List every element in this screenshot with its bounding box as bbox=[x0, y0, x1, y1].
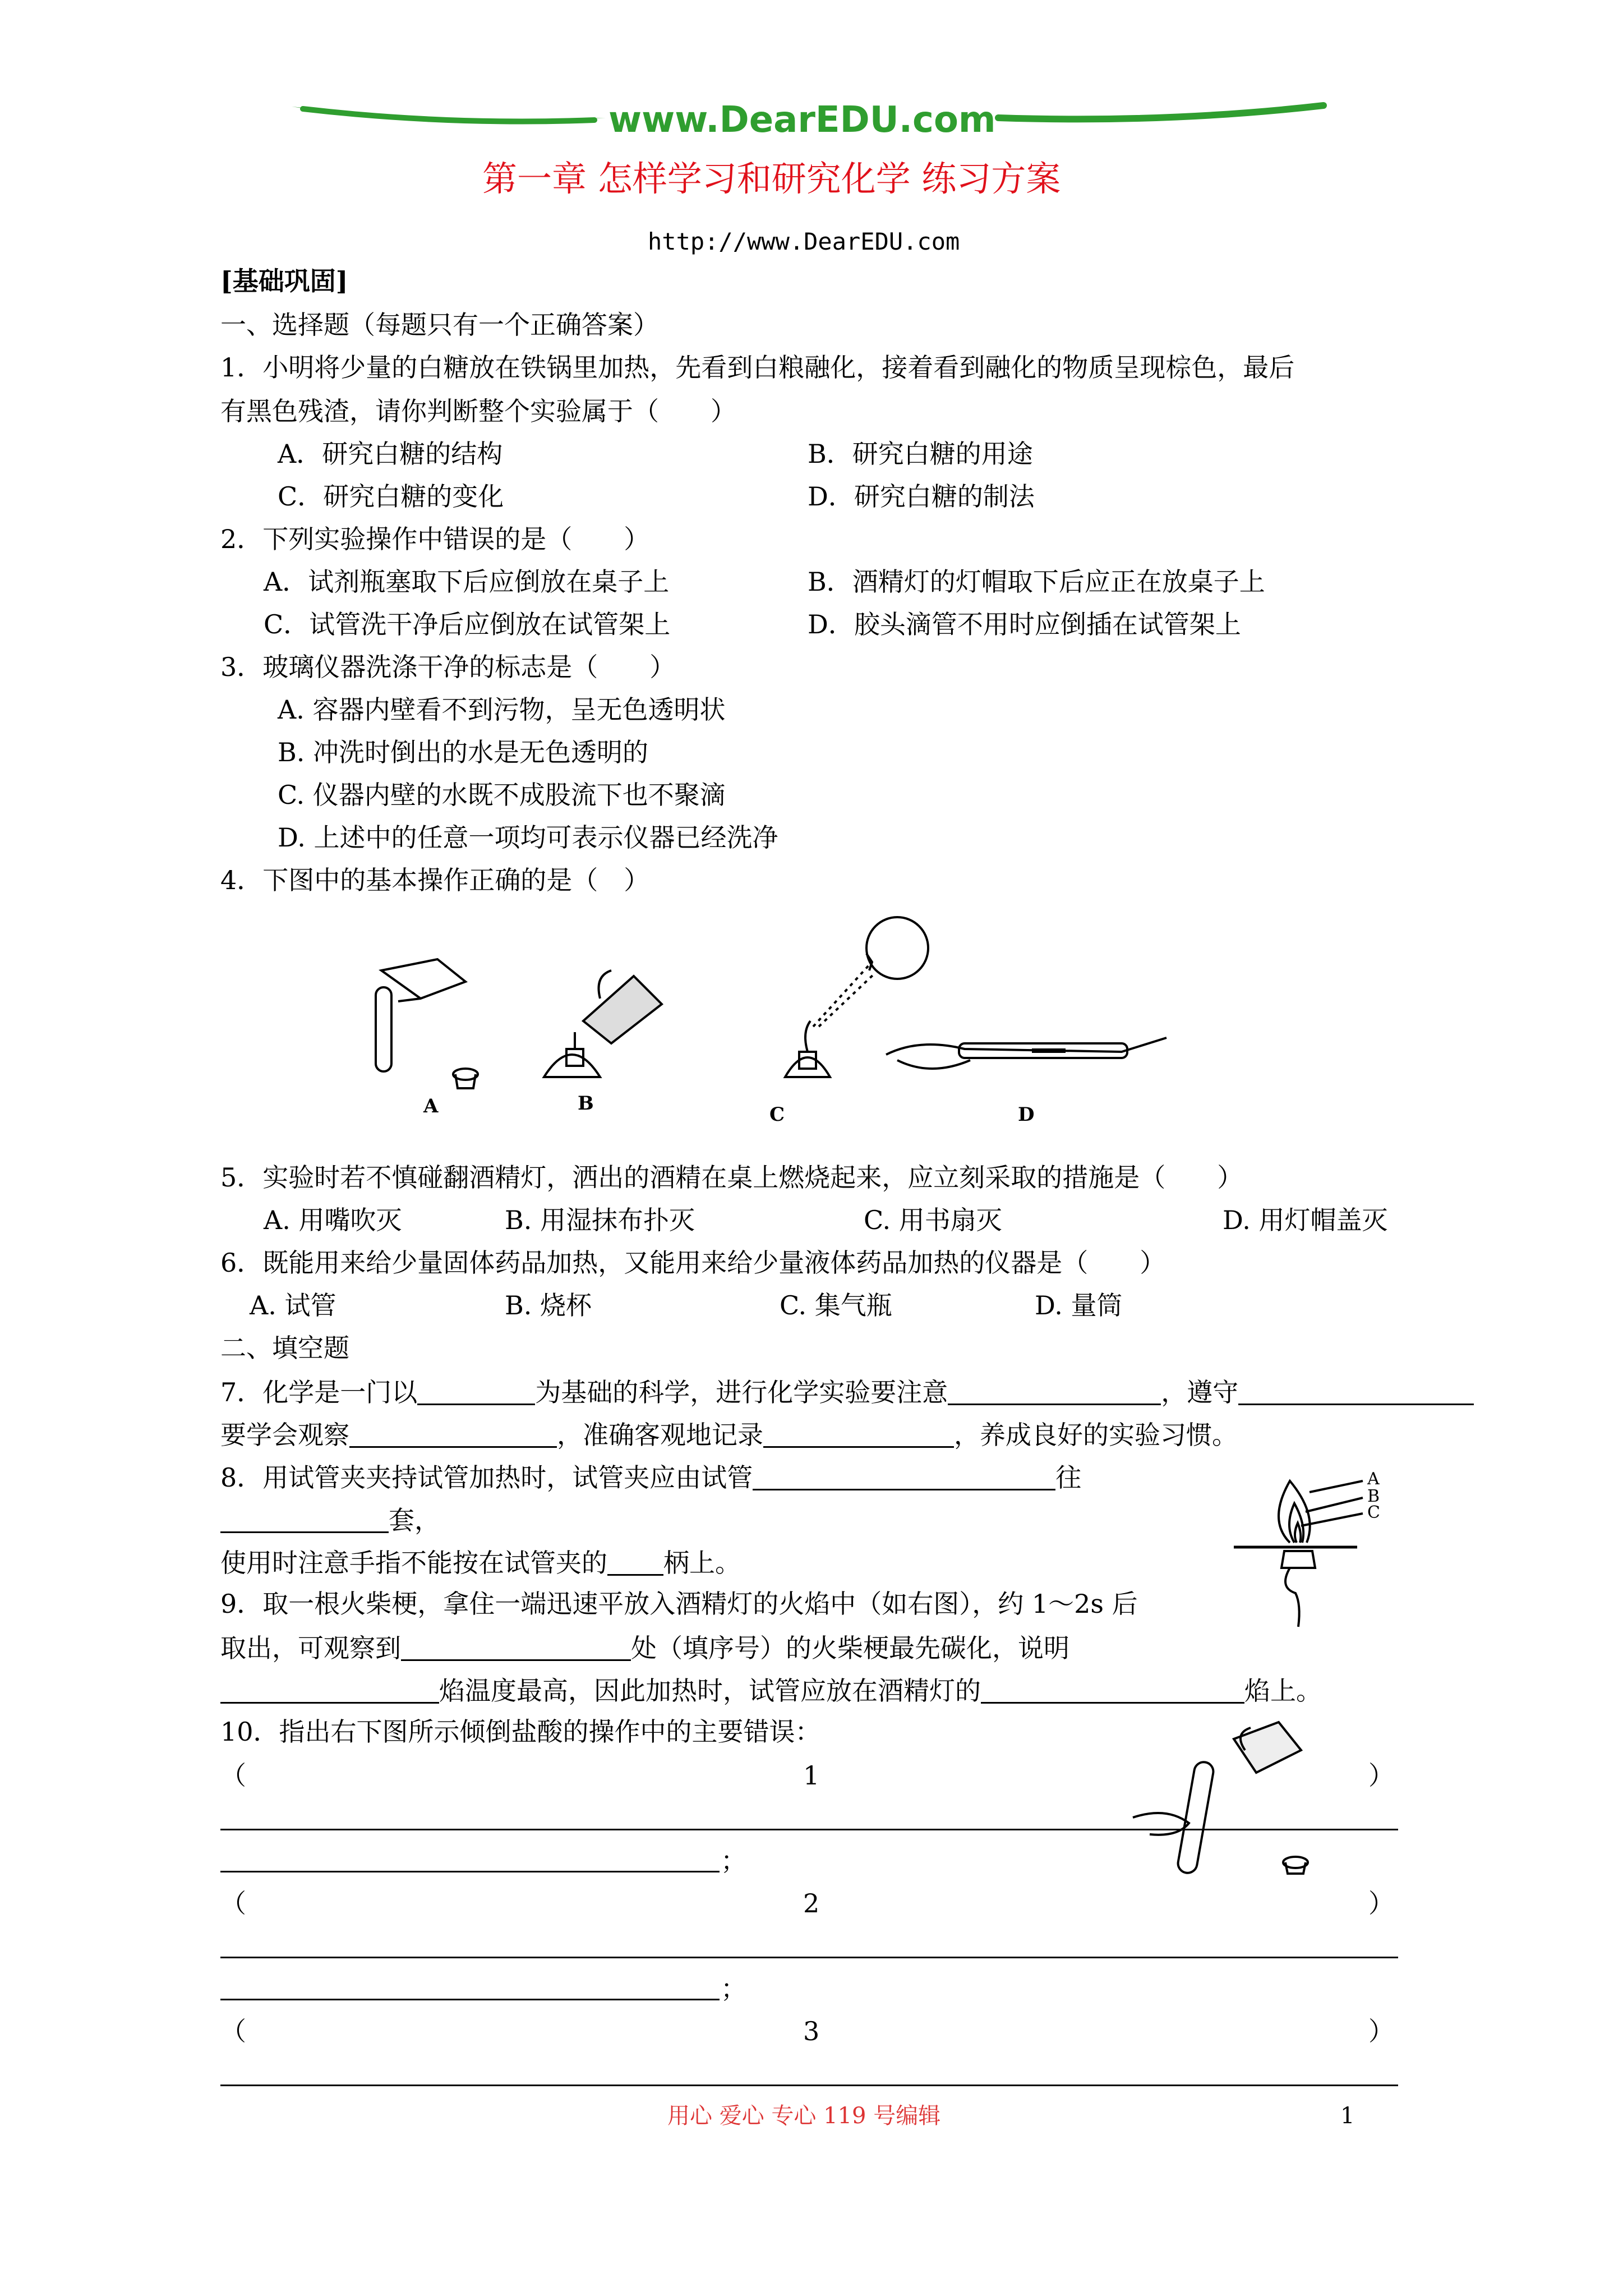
header-swoosh-right bbox=[998, 101, 1324, 135]
q3-option-c: C. 仪器内壁的水既不成股流下也不聚滴 bbox=[278, 780, 726, 810]
source-url[interactable]: http://www.DearEDU.com bbox=[648, 228, 960, 255]
q2-stem: 2．下列实验操作中错误的是（ ） bbox=[220, 524, 650, 554]
q5-stem: 5．实验时若不慎碰翻酒精灯，洒出的酒精在桌上燃烧起来，应立刻采取的措施是（ ） bbox=[220, 1162, 1243, 1193]
q1-stem-line1: 1．小明将少量的白糖放在铁锅里加热，先看到白粮融化，接着看到融化的物质呈现棕色，最后 bbox=[220, 352, 1295, 383]
q6-option-a: A. 试管 bbox=[250, 1290, 336, 1320]
q4-figure-lamp-lighting bbox=[533, 965, 679, 1099]
q7-text-1: 7．化学是一门以 bbox=[220, 1377, 418, 1407]
q5-option-a: A. 用嘴吹灭 bbox=[264, 1205, 402, 1235]
q5-option-b: B. 用湿抹布扑灭 bbox=[505, 1205, 695, 1235]
q10-num-1: 1 bbox=[803, 1760, 820, 1791]
q3-option-b: B. 冲洗时倒出的水是无色透明的 bbox=[278, 737, 649, 767]
q7-text-3: ，遵守 bbox=[1161, 1377, 1239, 1407]
flame-label-c: C bbox=[1367, 1503, 1380, 1522]
q6-stem: 6．既能用来给少量固体药品加热，又能用来给少量液体药品加热的仪器是（ ） bbox=[220, 1248, 1166, 1278]
q8-line3 bbox=[220, 1548, 741, 1576]
q10-answer-line-2a[interactable] bbox=[220, 1957, 1398, 1958]
q2-option-c: C．试管洗干净后应倒放在试管架上 bbox=[264, 609, 671, 639]
q5-option-c: C. 用书扇灭 bbox=[864, 1205, 1002, 1235]
site-brand: www.DearEDU.com bbox=[608, 99, 996, 141]
q10-semicolon-2: ； bbox=[721, 1973, 746, 2004]
footer-text: 用心 爱心 专心 119 号编辑 bbox=[667, 2103, 941, 2129]
q4-figure-pouring bbox=[359, 948, 494, 1094]
q8-blank-1[interactable] bbox=[753, 1463, 1055, 1490]
q8-text-2: 往 bbox=[1055, 1462, 1082, 1493]
q10-answer-line-1a[interactable] bbox=[220, 1829, 1398, 1830]
section-heading: [基础巩固] bbox=[220, 266, 348, 296]
flame-label-b: B bbox=[1367, 1487, 1380, 1506]
q1-option-c: C．研究白糖的变化 bbox=[278, 481, 504, 512]
q7-blank-2[interactable] bbox=[948, 1378, 1161, 1405]
page-number: 1 bbox=[1340, 2103, 1355, 2129]
q8-text-5: 柄上。 bbox=[663, 1548, 741, 1578]
q10-answer-line-2b[interactable] bbox=[220, 1999, 720, 2000]
q9-text-4: 焰上。 bbox=[1244, 1676, 1322, 1706]
q8-text-4: 使用时注意手指不能按在试管夹的 bbox=[220, 1548, 607, 1578]
q10-close-2: ） bbox=[1368, 1888, 1394, 1918]
q2-option-a: A．试剂瓶塞取下后应倒放在桌子上 bbox=[264, 567, 670, 597]
q4-figure-heating bbox=[886, 1027, 1178, 1088]
part2-heading: 二、填空题 bbox=[220, 1333, 349, 1363]
flame-label-a: A bbox=[1367, 1469, 1380, 1489]
q8-blank-2[interactable] bbox=[220, 1506, 389, 1533]
q10-open-1: （ bbox=[220, 1760, 246, 1791]
q3-stem: 3．玻璃仪器洗涤干净的标志是（ ） bbox=[220, 652, 676, 682]
q10-open-2: （ bbox=[220, 1888, 246, 1918]
q7-line1 bbox=[220, 1378, 1474, 1405]
q7-text-2: 为基础的科学，进行化学实验要注意 bbox=[535, 1377, 948, 1407]
q9-blank-1[interactable] bbox=[401, 1634, 631, 1661]
q10-stem: 10．指出右下图所示倾倒盐酸的操作中的主要错误： bbox=[220, 1717, 821, 1747]
q2-option-d: D．胶头滴管不用时应倒插在试管架上 bbox=[808, 609, 1241, 639]
q10-open-3: （ bbox=[220, 2016, 246, 2046]
q10-semicolon-1: ； bbox=[721, 1846, 746, 1876]
q10-answer-line-1b[interactable] bbox=[220, 1871, 720, 1872]
figure-label-c: C bbox=[769, 1103, 785, 1126]
q9-line2 bbox=[220, 1634, 1069, 1661]
q9-text-1: 取出，可观察到 bbox=[220, 1633, 401, 1663]
hcl-pouring-figure bbox=[1133, 1717, 1324, 1885]
q7-blank-3[interactable] bbox=[1238, 1378, 1474, 1405]
q8-line1 bbox=[220, 1462, 1082, 1493]
part1-heading: 一、选择题（每题只有一个正确答案） bbox=[220, 310, 659, 340]
q7-blank-1[interactable] bbox=[417, 1378, 535, 1405]
page-title: 第一章 怎样学习和研究化学 练习方案 bbox=[482, 158, 1061, 199]
q8-text-1: 8．用试管夹夹持试管加热时，试管夹应由试管 bbox=[220, 1462, 753, 1493]
q6-option-c: C. 集气瓶 bbox=[780, 1290, 892, 1320]
q7-line2 bbox=[220, 1420, 1238, 1448]
q3-option-d: D. 上述中的任意一项均可表示仪器已经洗净 bbox=[278, 822, 778, 853]
figure-label-d: D bbox=[1018, 1103, 1035, 1126]
q9-blank-2[interactable] bbox=[220, 1676, 439, 1704]
q1-option-d: D．研究白糖的制法 bbox=[808, 481, 1035, 512]
q9-text-3: 焰温度最高，因此加热时，试管应放在酒精灯的 bbox=[439, 1676, 981, 1706]
q2-option-b: B．酒精灯的灯帽取下后应正在放桌子上 bbox=[808, 567, 1265, 597]
q1-stem-line2: 有黑色残渣，请你判断整个实验属于（ ） bbox=[220, 396, 736, 426]
q9-line3 bbox=[220, 1676, 1322, 1704]
q10-close-3: ） bbox=[1368, 2016, 1394, 2046]
header-swoosh-left bbox=[292, 101, 606, 135]
q5-option-d: D. 用灯帽盖灭 bbox=[1223, 1205, 1388, 1235]
flame-figure bbox=[1234, 1470, 1380, 1638]
q9-blank-3[interactable] bbox=[981, 1676, 1244, 1704]
q9-text-2: 处（填序号）的火柴梗最先碳化，说明 bbox=[631, 1633, 1069, 1663]
q6-option-d: D. 量筒 bbox=[1035, 1290, 1123, 1320]
q8-text-3: 套， bbox=[389, 1505, 440, 1535]
q7-blank-4[interactable] bbox=[349, 1420, 557, 1448]
q10-num-3: 3 bbox=[803, 2016, 820, 2046]
q8-line2 bbox=[220, 1506, 440, 1533]
q1-option-b: B．研究白糖的用途 bbox=[808, 439, 1033, 469]
q10-answer-line-3a[interactable] bbox=[220, 2085, 1398, 2086]
q4-stem: 4．下图中的基本操作正确的是（ ） bbox=[220, 865, 650, 895]
q7-text-6: ，养成良好的实验习惯。 bbox=[954, 1420, 1238, 1450]
figure-label-b: B bbox=[578, 1092, 594, 1115]
q7-text-5: ，准确客观地记录 bbox=[557, 1420, 763, 1450]
q8-blank-3[interactable] bbox=[607, 1548, 663, 1576]
q10-close-1: ） bbox=[1368, 1760, 1394, 1791]
q7-blank-5[interactable] bbox=[763, 1420, 954, 1448]
q10-num-2: 2 bbox=[803, 1888, 820, 1918]
q1-option-a: A．研究白糖的结构 bbox=[278, 439, 503, 469]
figure-label-a: A bbox=[423, 1095, 439, 1117]
q3-option-a: A. 容器内壁看不到污物，呈无色透明状 bbox=[278, 694, 726, 725]
q6-option-b: B. 烧杯 bbox=[505, 1290, 592, 1320]
q9-line1: 9．取一根火柴梗，拿住一端迅速平放入酒精灯的火焰中（如右图），约 1～2s 后 bbox=[220, 1589, 1138, 1619]
q7-text-4: 要学会观察 bbox=[220, 1420, 349, 1450]
